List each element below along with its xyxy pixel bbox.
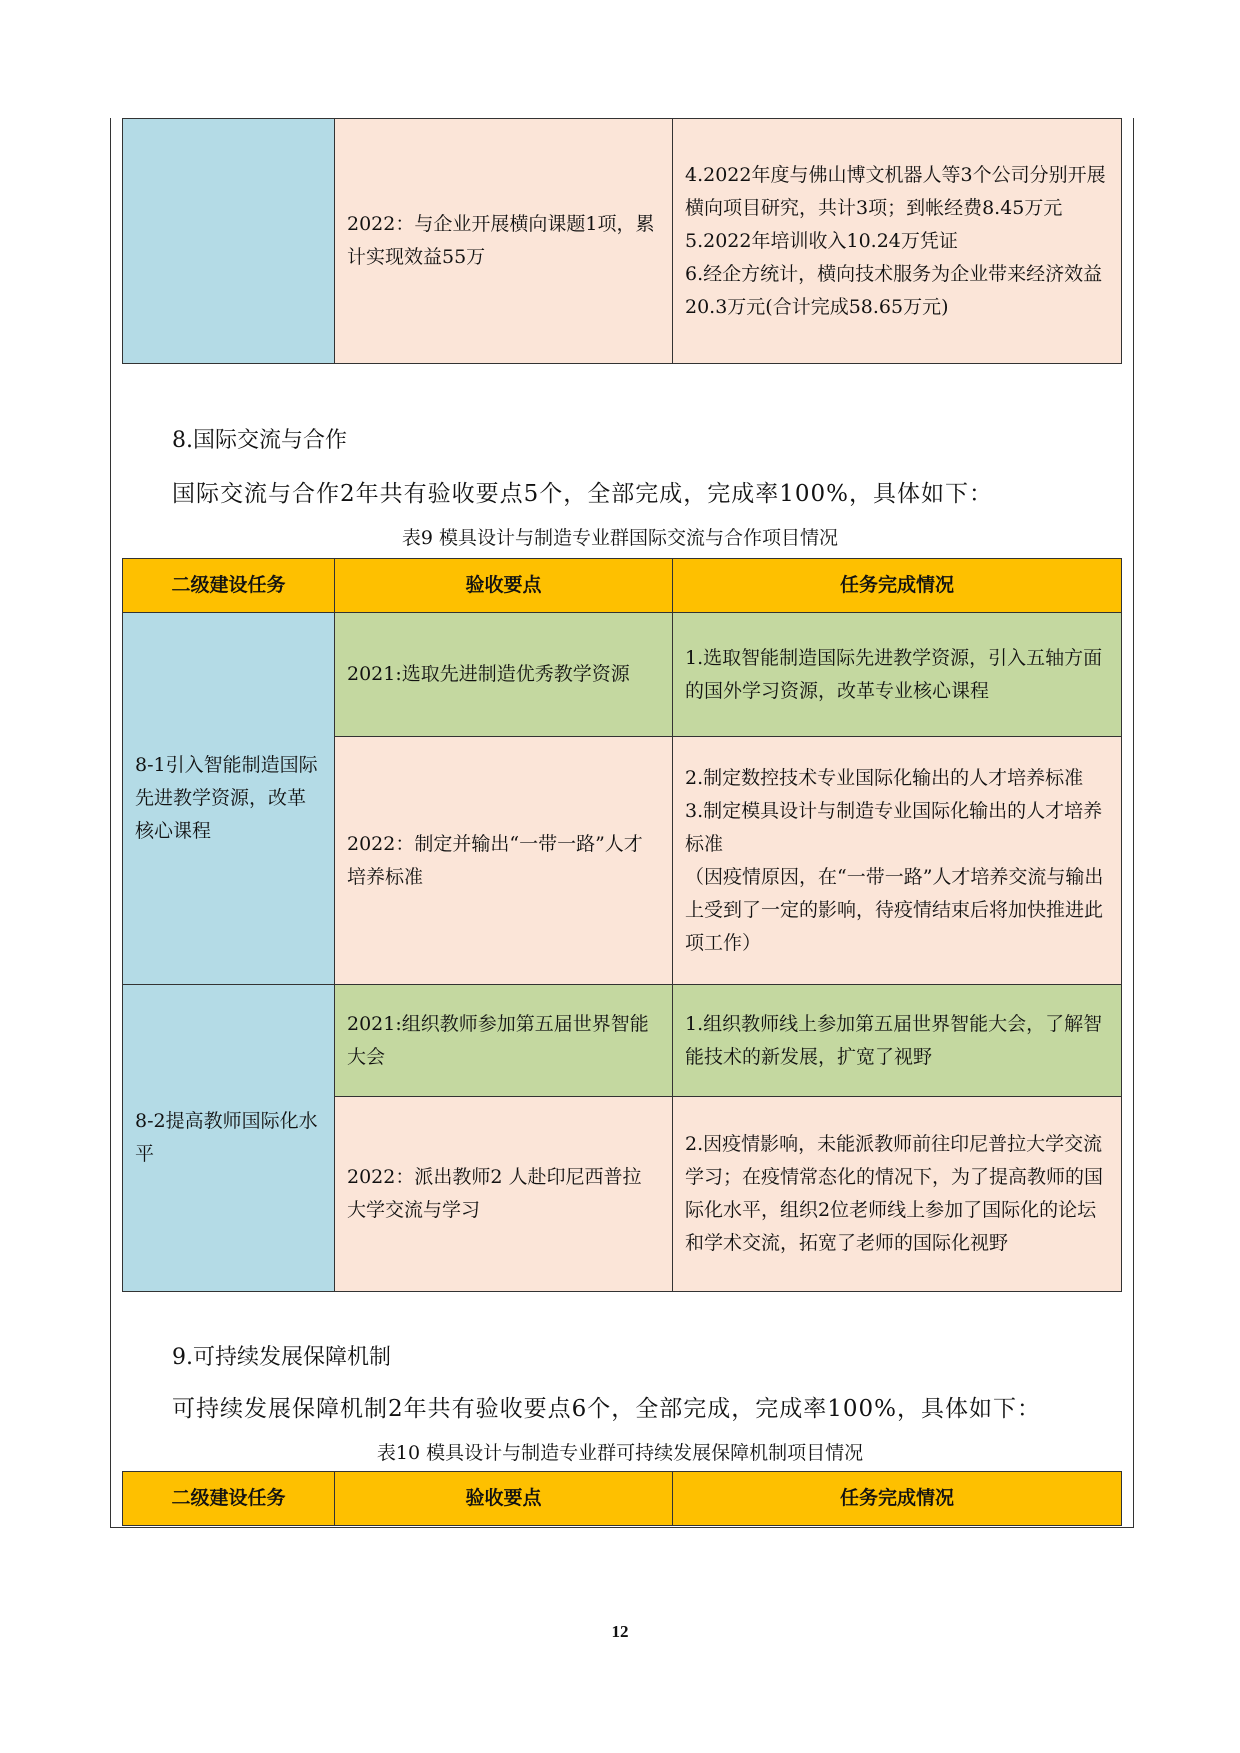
- section-heading: 8.国际交流与合作: [172, 428, 347, 453]
- result-cell: [673, 119, 1122, 364]
- task-cell: 8-1引入智能制造国际先进教学资源，改革核心课程: [123, 613, 335, 985]
- result-line: 2.因疫情影响，未能派教师前往印尼普拉大学交流学习；在疫情常态化的情况下，为了提高教师的国际化水平，组织2位老师线上参加了国际化的论坛和学术交流，拓宽了老师的国际化视野: [685, 1133, 1104, 1254]
- result-cell: [673, 737, 1122, 985]
- result-line: 4.2022年度与佛山博文机器人等3个公司分别开展横向项目研究，共计3项；到帐经费8.45万元: [685, 163, 1106, 219]
- header-task: 二级建设任务: [123, 1472, 335, 1526]
- table-caption: 表10 模具设计与制造专业群可持续发展保障机制项目情况: [376, 1442, 864, 1464]
- result-cell: [673, 613, 1122, 737]
- check-cell: 2022：派出教师2 人赴印尼西普拉大学交流与学习: [335, 1097, 673, 1292]
- task-cell: 8-2提高教师国际化水平: [123, 985, 335, 1292]
- table-header-row: [123, 559, 1122, 613]
- check-cell: 2021:组织教师参加第五届世界智能大会: [335, 985, 673, 1097]
- table-8-continuation: [122, 118, 1122, 364]
- table-caption: 表9 模具设计与制造专业群国际交流与合作项目情况: [401, 527, 839, 549]
- task-cell-empty: [123, 119, 335, 364]
- header-result: 任务完成情况: [673, 559, 1122, 613]
- result-cell: [673, 985, 1122, 1097]
- table-10: [122, 1471, 1122, 1526]
- section-intro: 国际交流与合作2年共有验收要点5个，全部完成，完成率100%，具体如下：: [172, 481, 994, 507]
- check-cell: 2022：与企业开展横向课题1项，累计实现效益55万: [335, 119, 673, 364]
- result-line: 5.2022年培训收入10.24万凭证: [685, 229, 958, 252]
- result-line: （因疫情原因，在“一带一路”人才培养交流与输出上受到了一定的影响，待疫情结束后将加快推进此项工作）: [685, 865, 1104, 954]
- check-cell: 2022：制定并输出“一带一路”人才培养标准: [335, 737, 673, 985]
- result-line: 6.经企方统计，横向技术服务为企业带来经济效益20.3万元(合计完成58.65万元): [685, 262, 1103, 318]
- check-cell: 2021:选取先进制造优秀教学资源: [335, 613, 673, 737]
- table-row: [123, 613, 1122, 737]
- result-line: 2.制定数控技术专业国际化输出的人才培养标准: [685, 766, 1084, 789]
- header-check: 验收要点: [335, 559, 673, 613]
- table-9: [122, 558, 1122, 1292]
- result-cell: [673, 1097, 1122, 1292]
- table-row: [123, 985, 1122, 1097]
- result-line: 3.制定模具设计与制造专业国际化输出的人才培养标准: [685, 799, 1103, 855]
- header-result: 任务完成情况: [673, 1472, 1122, 1526]
- page-number: 12: [611, 1622, 629, 1641]
- table-header-row: [123, 1472, 1122, 1526]
- result-line: 1.选取智能制造国际先进教学资源，引入五轴方面的国外学习资源，改革专业核心课程: [685, 646, 1103, 702]
- header-task: 二级建设任务: [123, 559, 335, 613]
- section-intro: 可持续发展保障机制2年共有验收要点6个，全部完成，完成率100%，具体如下：: [172, 1396, 1042, 1422]
- header-check: 验收要点: [335, 1472, 673, 1526]
- table-row: [123, 119, 1122, 364]
- section-heading: 9.可持续发展保障机制: [172, 1345, 391, 1370]
- result-line: 1.组织教师线上参加第五届世界智能大会，了解智能技术的新发展，扩宽了视野: [685, 1012, 1103, 1068]
